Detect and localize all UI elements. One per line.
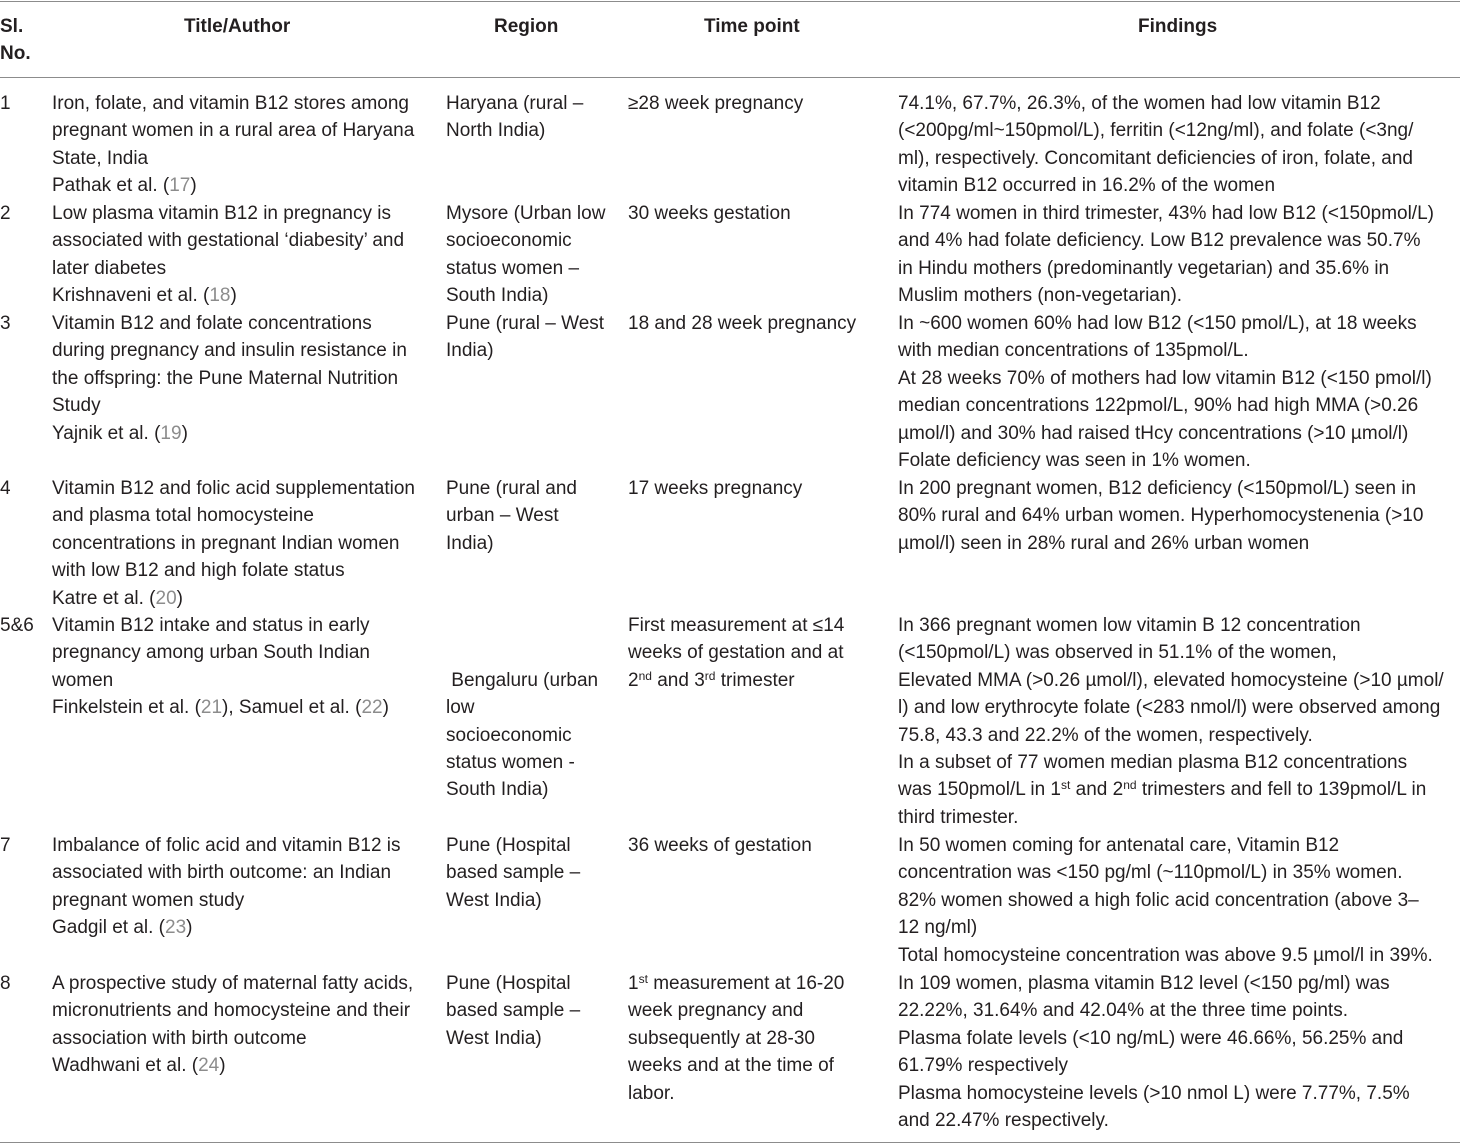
header-sl-no: Sl. No. xyxy=(0,16,31,64)
row-1-sl: 1 xyxy=(0,93,11,114)
row-2-region: Mysore (Urban low socioeconomic status women – South India) xyxy=(446,203,606,307)
row-2-sl: 2 xyxy=(0,203,11,224)
row-5-6-findings: In 366 pregnant women low vitamin B 12 concentration (<150pmol/L) was observed in 51.1% of the women, Elevated MMA (>0.26 µmol/l), elevated homocysteine (>10 µmol/ l) and low erythrocyte folate (<283 nmol/l) were observed among 75.8, 43.3 and 22.2% of the women, respectively. In a subset of 77 women median plasma B12 concentrations was 150pmol/L in 1st and 2nd trimesters and fell to 139pmol/L in third trimester. xyxy=(898,615,1444,828)
reference-link[interactable]: 21 xyxy=(200,697,223,719)
row-7-sl: 7 xyxy=(0,835,11,856)
row-7-time: 36 weeks of gestation xyxy=(628,835,812,856)
row-4-sl: 4 xyxy=(0,478,11,499)
top-rule xyxy=(0,1,1460,2)
row-3-time: 18 and 28 week pregnancy xyxy=(628,313,857,334)
row-3-findings: In ~600 women 60% had low B12 (<150 pmol/L), at 18 weeks with median concentrations of 135pmol/L. At 28 weeks 70% of mothers had low vitamin B12 (<150 pmol/l) median concentrations 122pmol/L, 90% had high MMA (>0.26 µmol/l) and 30% had raised tHcy concentrations (>10 µmol/l) Folate deficiency was seen in 1% women. xyxy=(898,313,1432,472)
row-7-author: Gadgil et al. (23) xyxy=(52,917,193,939)
row-2-title: Low plasma vitamin B12 in pregnancy is associated with gestational ‘diabesity’ and later diabetes Krishnaveni et al. (18) xyxy=(52,200,404,310)
row-4-region: Pune (rural and urban – West India) xyxy=(446,478,577,554)
reference-link[interactable]: 23 xyxy=(165,917,187,939)
row-2-time: 30 weeks gestation xyxy=(628,203,791,224)
row-7-title: Imbalance of folic acid and vitamin B12 is associated with birth outcome: an Indian pregnant women study Gadgil et al. (23) xyxy=(52,832,401,942)
row-2-findings: In 774 women in third trimester, 43% had low B12 (<150pmol/L) and 4% had folate deficiency. Low B12 prevalence was 50.7% in Hindu mothers (predominantly vegetarian) and 35.6% in Muslim mothers (non-vegetarian). xyxy=(898,203,1434,307)
row-5-6-author: Finkelstein et al. (21), Samuel et al. (22) xyxy=(52,697,389,719)
row-1-title: Iron, folate, and vitamin B12 stores among pregnant women in a rural area of Haryana State, India Pathak et al. (17) xyxy=(52,90,414,200)
row-4-title: Vitamin B12 and folic acid supplementation and plasma total homocysteine concentrations in pregnant Indian women with low B12 and high folate status Katre et al. (20) xyxy=(52,475,415,612)
row-5-6-sl: 5&6 xyxy=(0,615,34,636)
row-8-author: Wadhwani et al. (24) xyxy=(52,1055,226,1077)
row-8-title: A prospective study of maternal fatty acids, micronutrients and homocysteine and their association with birth outcome Wadhwani et al. (24) xyxy=(52,970,413,1080)
row-3-author: Yajnik et al. (19) xyxy=(52,422,188,444)
reference-link[interactable]: 22 xyxy=(361,697,383,719)
reference-link[interactable]: 17 xyxy=(169,175,191,197)
row-3-title: Vitamin B12 and folate concentrations during pregnancy and insulin resistance in the offspring: the Pune Maternal Nutrition Study Yajnik et al. (19) xyxy=(52,310,407,447)
row-4-findings: In 200 pregnant women, B12 deficiency (<150pmol/L) seen in 80% rural and 64% urban women. Hyperhomocystenenia (>10 µmol/l) seen in 28% rural and 26% urban women xyxy=(898,478,1424,554)
row-2-author: Krishnaveni et al. (18) xyxy=(52,285,237,307)
header-findings: Findings xyxy=(1138,16,1218,37)
row-1-author: Pathak et al. (17) xyxy=(52,175,197,197)
row-8-region: Pune (Hospital based sample – West India) xyxy=(446,973,581,1049)
row-3-sl: 3 xyxy=(0,313,11,334)
row-5-6-time: First measurement at ≤14 weeks of gestation and at 2nd and 3rd trimester xyxy=(628,615,845,691)
row-1-findings: 74.1%, 67.7%, 26.3%, of the women had low vitamin B12 (<200pg/ml~150pmol/L), ferritin (<12ng/ml), and folate (<3ng/ ml), respectively. Concomitant deficiencies of iron, folate, and vitamin B12 occurred in 16.2% of the women xyxy=(898,93,1414,197)
row-3-region: Pune (rural – West India) xyxy=(446,313,605,362)
header-region: Region xyxy=(494,16,559,37)
reference-link[interactable]: 19 xyxy=(160,422,182,444)
row-5-6-region: Bengaluru (urban low socioeconomic status women - South India) xyxy=(446,669,599,801)
header-title-author: Title/Author xyxy=(184,16,291,37)
reference-link[interactable]: 20 xyxy=(155,587,177,609)
row-7-findings: In 50 women coming for antenatal care, Vitamin B12 concentration was <150 pg/ml (~110pmol/L) in 35% women. 82% women showed a high folic acid concentration (above 3– 12 ng/ml) Total homocysteine concentration was above 9.5 µmol/l in 39%. xyxy=(898,835,1433,966)
header-rule xyxy=(0,77,1460,78)
header-time-point: Time point xyxy=(704,16,800,37)
row-1-time: ≥28 week pregnancy xyxy=(628,93,804,114)
reference-link[interactable]: 18 xyxy=(209,285,231,307)
reference-link[interactable]: 24 xyxy=(198,1055,220,1077)
row-8-sl: 8 xyxy=(0,973,11,994)
row-1-region: Haryana (rural – North India) xyxy=(446,93,584,142)
row-4-author: Katre et al. (20) xyxy=(52,587,183,609)
row-7-region: Pune (Hospital based sample – West India) xyxy=(446,835,581,911)
row-8-time: 1st measurement at 16-20 week pregnancy and subsequently at 28-30 weeks and at the time of labor. xyxy=(628,972,845,1104)
row-8-findings: In 109 women, plasma vitamin B12 level (<150 pg/ml) was 22.22%, 31.64% and 42.04% at the three time points. Plasma folate levels (<10 ng/mL) were 46.66%, 56.25% and 61.79% respectively Plasma homocysteine levels (>10 nmol L) were 7.77%, 7.5% and 22.47% respectively. xyxy=(898,973,1410,1132)
row-4-time: 17 weeks pregnancy xyxy=(628,478,803,499)
row-5-6-title: Vitamin B12 intake and status in early pregnancy among urban South Indian women Finkelstein et al. (21), Samuel et al. (22) xyxy=(52,612,389,722)
bottom-rule xyxy=(0,1142,1460,1143)
